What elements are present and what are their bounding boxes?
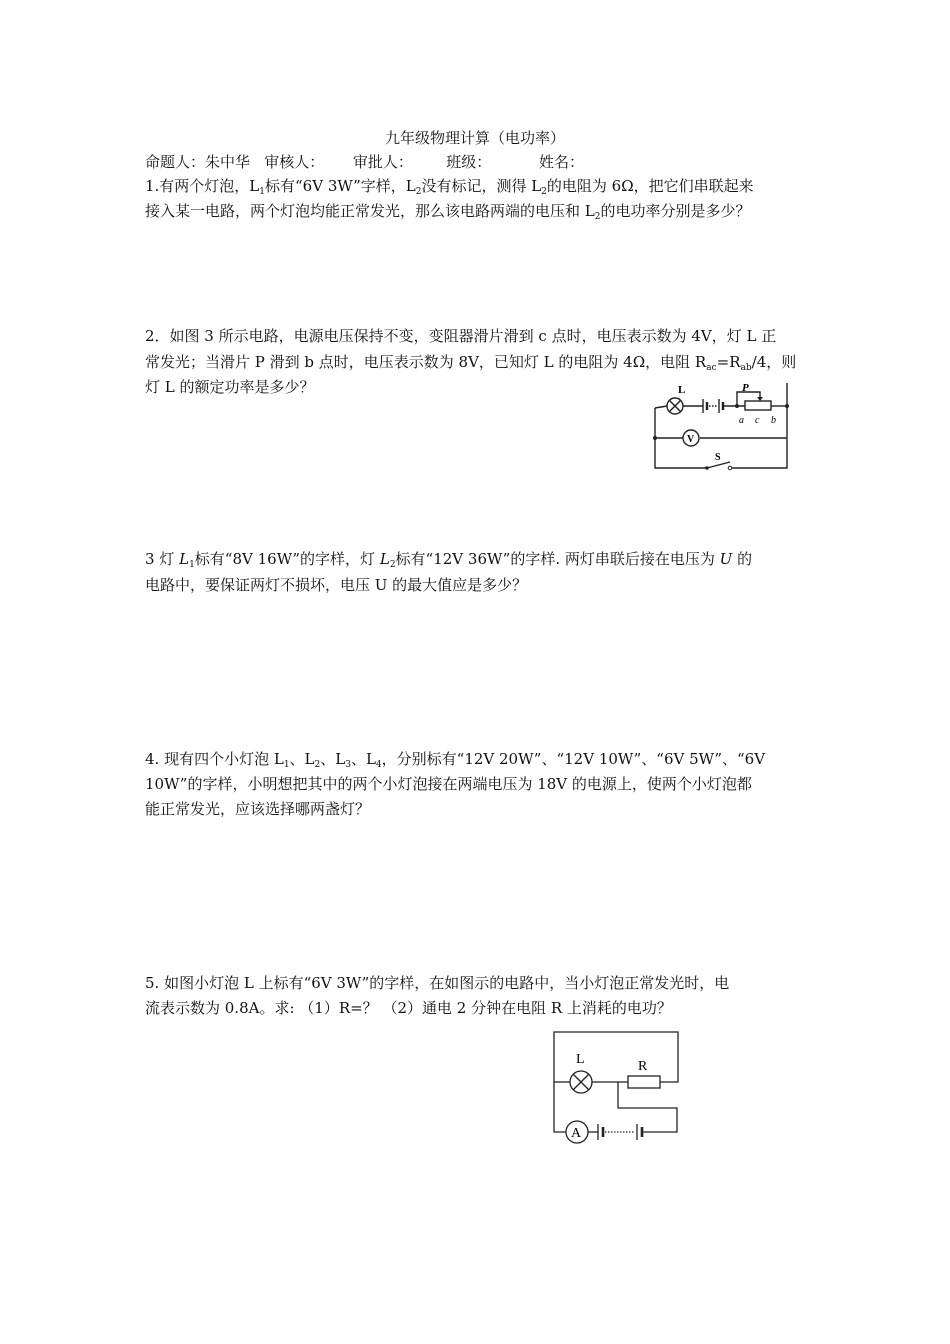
q5-label-R: R: [638, 1059, 648, 1074]
q1-line-2: 接入某一电路，两个灯泡均能正常发光，那么该电路两端的电压和 $L_2$的电功率分别是多少？: [145, 202, 751, 222]
q5-circuit-diagram: [550, 1030, 690, 1150]
q2-circuit-diagram: [645, 378, 795, 473]
q2-label-c: c: [755, 415, 760, 426]
q2-switch-contact: [728, 466, 732, 470]
q2-label-b: b: [771, 415, 776, 426]
q3-line-1: 3 灯 $L_1$标有“8V 16W”的字样，灯 $L_2$标有“12V 36W”的字样. 两灯串联后接在电压为 U 的: [145, 550, 753, 570]
q5-line-1: 5. 如图小灯泡 L 上标有“6V 3W”的字样，在如图示的电路中，当小灯泡正常发光时，电: [145, 974, 730, 992]
q2-wire-lamp-left: [655, 406, 667, 408]
q2-slider-wire: [737, 392, 760, 406]
q2-rheostat: [745, 401, 771, 410]
q5-wire-left-branch: [554, 1082, 566, 1132]
q3-line-2: 电路中，要保证两灯不损坏，电压 U 的最大值应是多少？: [145, 576, 528, 594]
q2-switch-pivot: [705, 466, 709, 470]
q2-label-P: P: [742, 382, 749, 394]
q2-label-a: a: [739, 415, 744, 426]
page-title: 九年级物理计算（电功率）: [384, 129, 565, 147]
q4-line-1: 4. 现有四个小灯泡 $L_1$、$L_2$、$L_3$、$L_4$，分别标有“12V 20W”、“12V 10W”、“6V 5W”、“6V: [145, 750, 766, 770]
q2-label-V: V: [687, 434, 695, 445]
q2-node-right: [785, 404, 789, 408]
q5-wire-right-branch: [618, 1082, 677, 1132]
q4-line-2: 10W”的字样，小明想把其中的两个小灯泡接在两端电压为 18V 的电源上，使两个小灯泡都: [145, 775, 752, 793]
q2-line-3: 灯 L 的额定功率是多少？: [145, 378, 315, 396]
q5-line-2: 流表示数为 0.8A。求: （1）R=？ （2）通电 2 分钟在电阻 R 上消耗的电功？: [145, 999, 672, 1017]
header-line: 命题人：朱中华 审核人： 审批人： 班级： 姓名：: [145, 153, 584, 171]
q5-resistor-R: [628, 1076, 660, 1088]
q2-node-a: [735, 404, 739, 408]
q2-wire-bottom-left: [655, 438, 707, 468]
q2-label-L: L: [678, 384, 686, 396]
q2-line-1: 2．如图 3 所示电路，电源电压保持不变，变阻器滑片滑到 c 点时，电压表示数为 4V，灯 L 正: [145, 327, 777, 345]
q2-node-left: [653, 436, 657, 440]
q5-label-A: A: [571, 1126, 582, 1141]
q1-line-1: 1.有两个灯泡，$L_1$标有“6V 3W”字样，$L_2$没有标记，测得 $L_2$的电阻为 6Ω，把它们串联起来: [145, 177, 754, 197]
q2-label-S: S: [715, 452, 721, 463]
q5-label-L: L: [576, 1052, 585, 1067]
q4-line-3: 能正常发光，应该选择哪两盏灯？: [145, 800, 371, 818]
q2-line-2: 常发光；当滑片 P 滑到 b 点时，电压表示数为 8V，已知灯 L 的电阻为 4Ω，电阻 $R_{ac}=R_{ab}/4$，则: [145, 353, 797, 373]
